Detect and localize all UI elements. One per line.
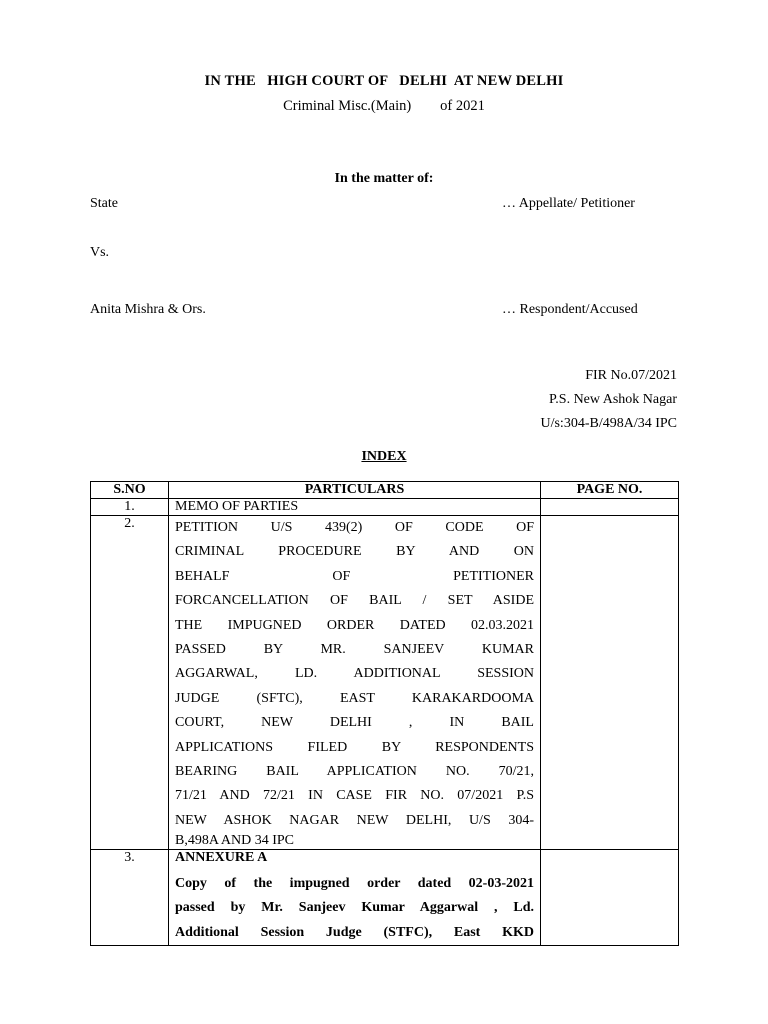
ipc-sections: U/s:304-B/498A/34 IPC <box>540 416 677 431</box>
column-header-sno: S.NO <box>91 482 169 499</box>
particulars-line: 71/21 AND 72/21 IN CASE FIR NO. 07/2021 P.S <box>175 788 534 804</box>
row-page-no <box>541 499 679 516</box>
column-header-particulars: PARTICULARS <box>169 482 541 499</box>
particulars-line: COURT, NEW DELHI , IN BAIL <box>175 715 534 731</box>
row-sno: 3. <box>91 850 169 946</box>
table-row <box>91 516 679 850</box>
particulars-line: PASSED BY MR. SANJEEV KUMAR <box>175 641 534 657</box>
respondent-role: … Respondent/Accused <box>502 302 638 317</box>
annexure-heading: ANNEXURE A <box>175 850 268 866</box>
particulars-line: CRIMINAL PROCEDURE BY AND ON <box>175 544 534 560</box>
particulars-line: PETITION U/S 439(2) OF CODE OF <box>175 520 534 535</box>
row-particulars <box>169 850 541 946</box>
particulars-line: Additional Session Judge (STFC), East KKD <box>175 924 534 940</box>
index-title: INDEX <box>361 449 407 464</box>
particulars-line: APPLICATIONS FILED BY RESPONDENTS <box>175 739 534 755</box>
row-sno: 2. <box>91 516 169 850</box>
particulars-line: passed by Mr. Sanjeev Kumar Aggarwal , Ld. <box>175 900 534 916</box>
particulars-line: JUDGE (SFTC), EAST KARAKARDOOMA <box>175 690 534 706</box>
particulars-line: BEHALF OF PETITIONER <box>175 568 534 584</box>
table-row <box>91 499 679 516</box>
row-sno: 1. <box>91 499 169 516</box>
row-page-no <box>541 850 679 946</box>
versus-label: Vs. <box>90 245 110 260</box>
particulars-line: THE IMPUGNED ORDER DATED 02.03.2021 <box>175 617 534 633</box>
particulars-line: FORCANCELLATION OF BAIL / SET ASIDE <box>175 593 534 609</box>
row-page-no <box>541 516 679 850</box>
respondent-name: Anita Mishra & Ors. <box>90 302 206 317</box>
fir-number: FIR No.07/2021 <box>585 368 677 383</box>
particulars-line: AGGARWAL, LD. ADDITIONAL SESSION <box>175 666 534 682</box>
row-particulars <box>169 516 541 850</box>
particulars-line: B,498A AND 34 IPC <box>175 833 295 849</box>
case-title: Criminal Misc.(Main) of 2021 <box>283 98 485 114</box>
table-row <box>91 850 679 946</box>
column-header-page-no: PAGE NO. <box>541 482 679 499</box>
index-header-row <box>91 482 679 499</box>
matter-label: In the matter of: <box>334 171 434 186</box>
row-particulars <box>169 499 541 516</box>
petitioner-name: State <box>90 196 118 211</box>
index-table <box>90 481 679 946</box>
particulars-line: NEW ASHOK NAGAR NEW DELHI, U/S 304- <box>175 812 534 828</box>
police-station: P.S. New Ashok Nagar <box>549 392 677 407</box>
court-heading: IN THE HIGH COURT OF DELHI AT NEW DELHI <box>204 73 564 89</box>
particulars-line: MEMO OF PARTIES <box>175 499 299 514</box>
particulars-line: Copy of the impugned order dated 02-03-2021 <box>175 876 534 892</box>
particulars-line: BEARING BAIL APPLICATION NO. 70/21, <box>175 763 534 779</box>
petitioner-role: … Appellate/ Petitioner <box>502 196 635 211</box>
